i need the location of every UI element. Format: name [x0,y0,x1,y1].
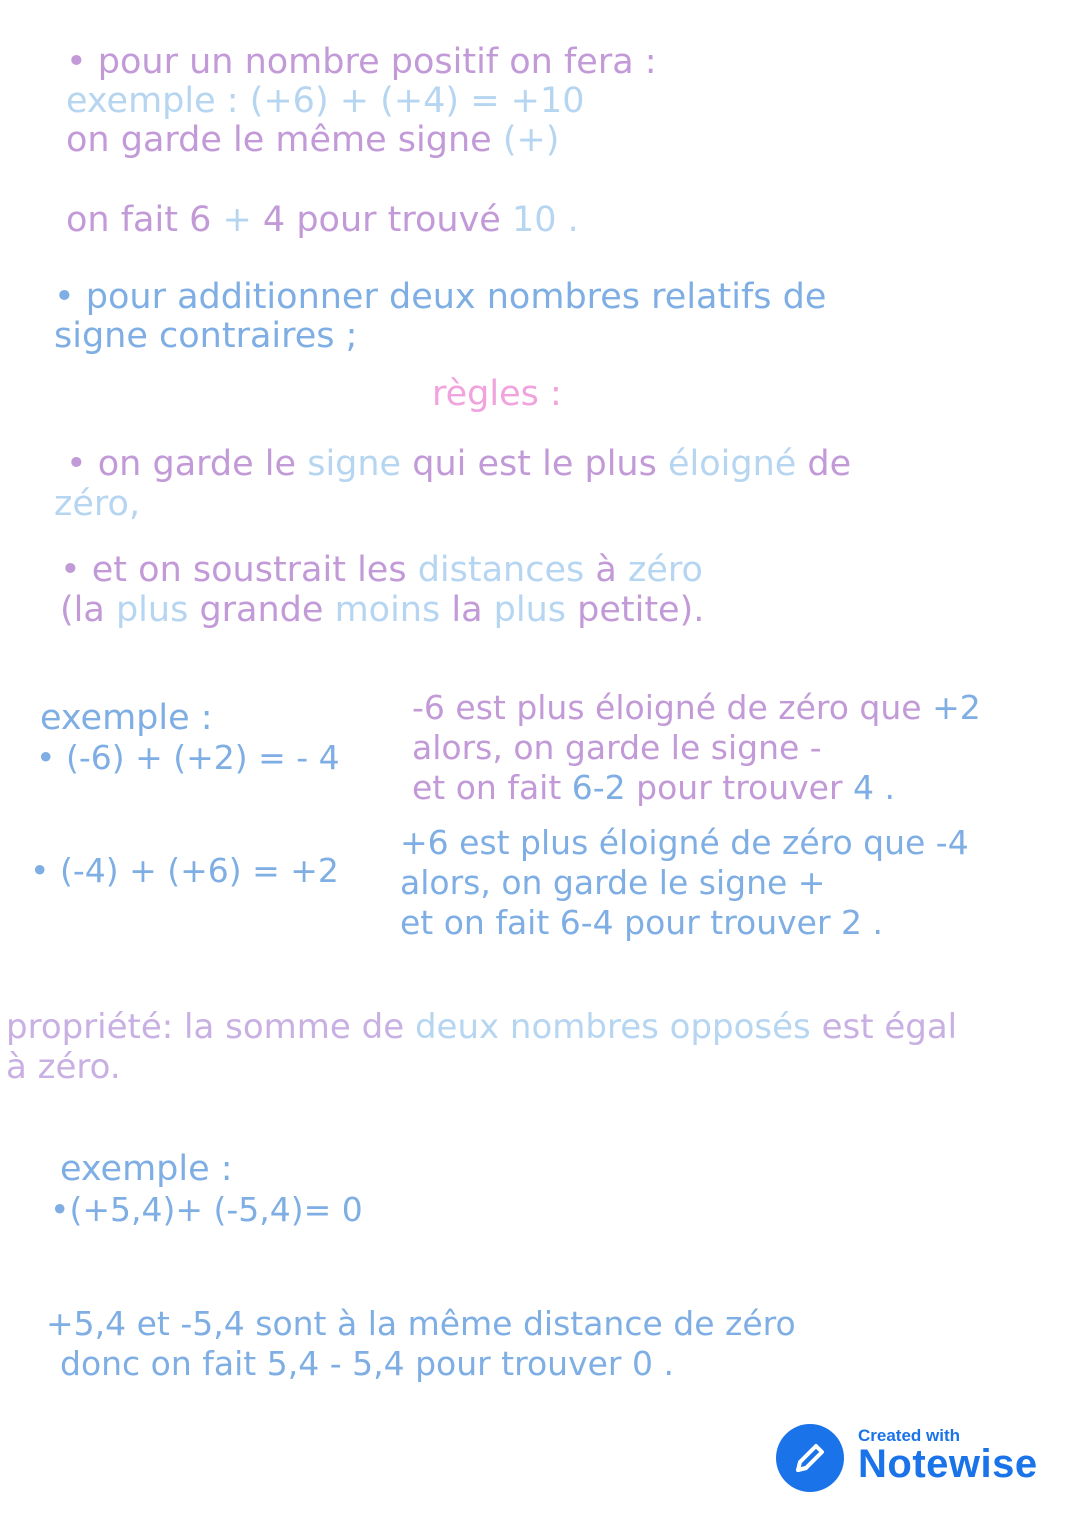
example3-expression: •(+5,4)+ (-5,4)= 0 [50,1190,363,1229]
property-c: est égal [810,1007,958,1047]
example1-explanation-l1 [412,688,981,728]
example-expression: (+6) + (+4) = +10 [249,81,585,121]
rule2-a: • et on soustrait les [60,550,418,590]
ex1-l3-b: 6-2 [571,768,626,807]
sum-line [66,200,579,240]
rule2-l2-d: petite). [566,590,705,630]
rule1-eloigne: éloigné [667,444,797,484]
example2-explanation-l3 [400,903,883,943]
positive-heading: • pour un nombre positif on fera : [66,42,657,82]
rule2-l2-c: la [440,590,494,630]
ex1-l3-c: pour trouver [625,768,854,807]
ex2-l3-a: et on fait [400,903,560,942]
rule-1 [66,444,851,484]
examples-label: exemple : [40,698,213,738]
sum-result: 10 . [511,200,579,240]
example2-expression: • (-4) + (+6) = +2 [30,851,339,890]
same-sign-line [66,120,559,160]
notewise-logo [776,1424,844,1492]
sum-plus: + [222,200,252,240]
rule2-l2-plus2: plus [493,590,567,630]
ex3-l2-d: 0 . [631,1344,674,1383]
rule1-b: qui est le plus [401,444,668,484]
rule-1-line2: zéro, [54,484,141,524]
ex2-l3-c: pour trouver [613,903,842,942]
rule2-b: à [584,550,628,590]
ex1-l3-a: et on fait [412,768,572,807]
rule1-c: de [796,444,852,484]
pencil-icon [790,1438,830,1478]
ex3-l2-a: donc on fait [60,1344,267,1383]
example1-expression: • (-6) + (+2) = - 4 [36,738,340,777]
ex1-l1-a: -6 est plus éloigné de zéro que [412,688,933,727]
rule2-zero: zéro [627,550,703,590]
example3-explanation-l2 [60,1344,674,1384]
ex1-l1-b: +2 [932,688,981,727]
rule2-l2-b: grande [188,590,335,630]
rule-2-line2 [60,590,704,630]
example-label: exemple : [66,81,250,121]
rule2-l2-a: (la [60,590,116,630]
notewise-badge [776,1422,1046,1494]
same-sign-symbol: (+) [502,120,560,160]
rule-2 [60,550,703,590]
same-sign-text: on garde le même signe [66,120,503,160]
opposite-sign-heading-l2: signe contraires ; [54,316,358,356]
sum-text-b: 4 pour trouvé [251,200,512,240]
rule2-l2-plus1: plus [115,590,189,630]
sum-text-a: on fait 6 [66,200,223,240]
positive-example [66,81,585,121]
example1-explanation-l3 [412,768,895,808]
badge-brand-name: Notewise [858,1442,1038,1486]
ex3-l2-c: pour trouver [404,1344,632,1383]
ex3-l1-a: +5,4 [46,1304,127,1343]
rule2-distances: distances [417,550,585,590]
property-a: propriété: la somme de [6,1007,415,1047]
badge-created-with: Created with [858,1426,961,1445]
rule1-a: • on garde le [66,444,308,484]
rules-title: règles : [432,374,562,414]
example2-explanation-l2: alors, on garde le signe + [400,863,826,902]
example2-explanation-l1: +6 est plus éloigné de zéro que -4 [400,823,969,862]
example1-explanation-l2: alors, on garde le signe - [412,728,822,767]
ex1-l3-d: 4 . [853,768,896,807]
ex2-l3-b: 6-4 [559,903,614,942]
opposite-sign-heading: • pour additionner deux nombres relatifs de [54,277,827,317]
ex3-l2-b: 5,4 - 5,4 [266,1344,405,1383]
example3-label: exemple : [60,1149,233,1189]
property-b: deux nombres opposés [414,1007,811,1047]
property-statement [6,1007,957,1047]
ex3-l1-b: et [126,1304,181,1343]
ex2-l3-d: 2 . [841,903,884,942]
example3-explanation-l1 [46,1304,796,1344]
rule2-l2-moins: moins [334,590,441,630]
ex3-l1-d: sont à la même distance de zéro [244,1304,796,1343]
ex3-l1-c: -5,4 [180,1304,245,1343]
property-statement-l2: à zéro. [6,1047,121,1087]
rule1-signe: signe [307,444,402,484]
